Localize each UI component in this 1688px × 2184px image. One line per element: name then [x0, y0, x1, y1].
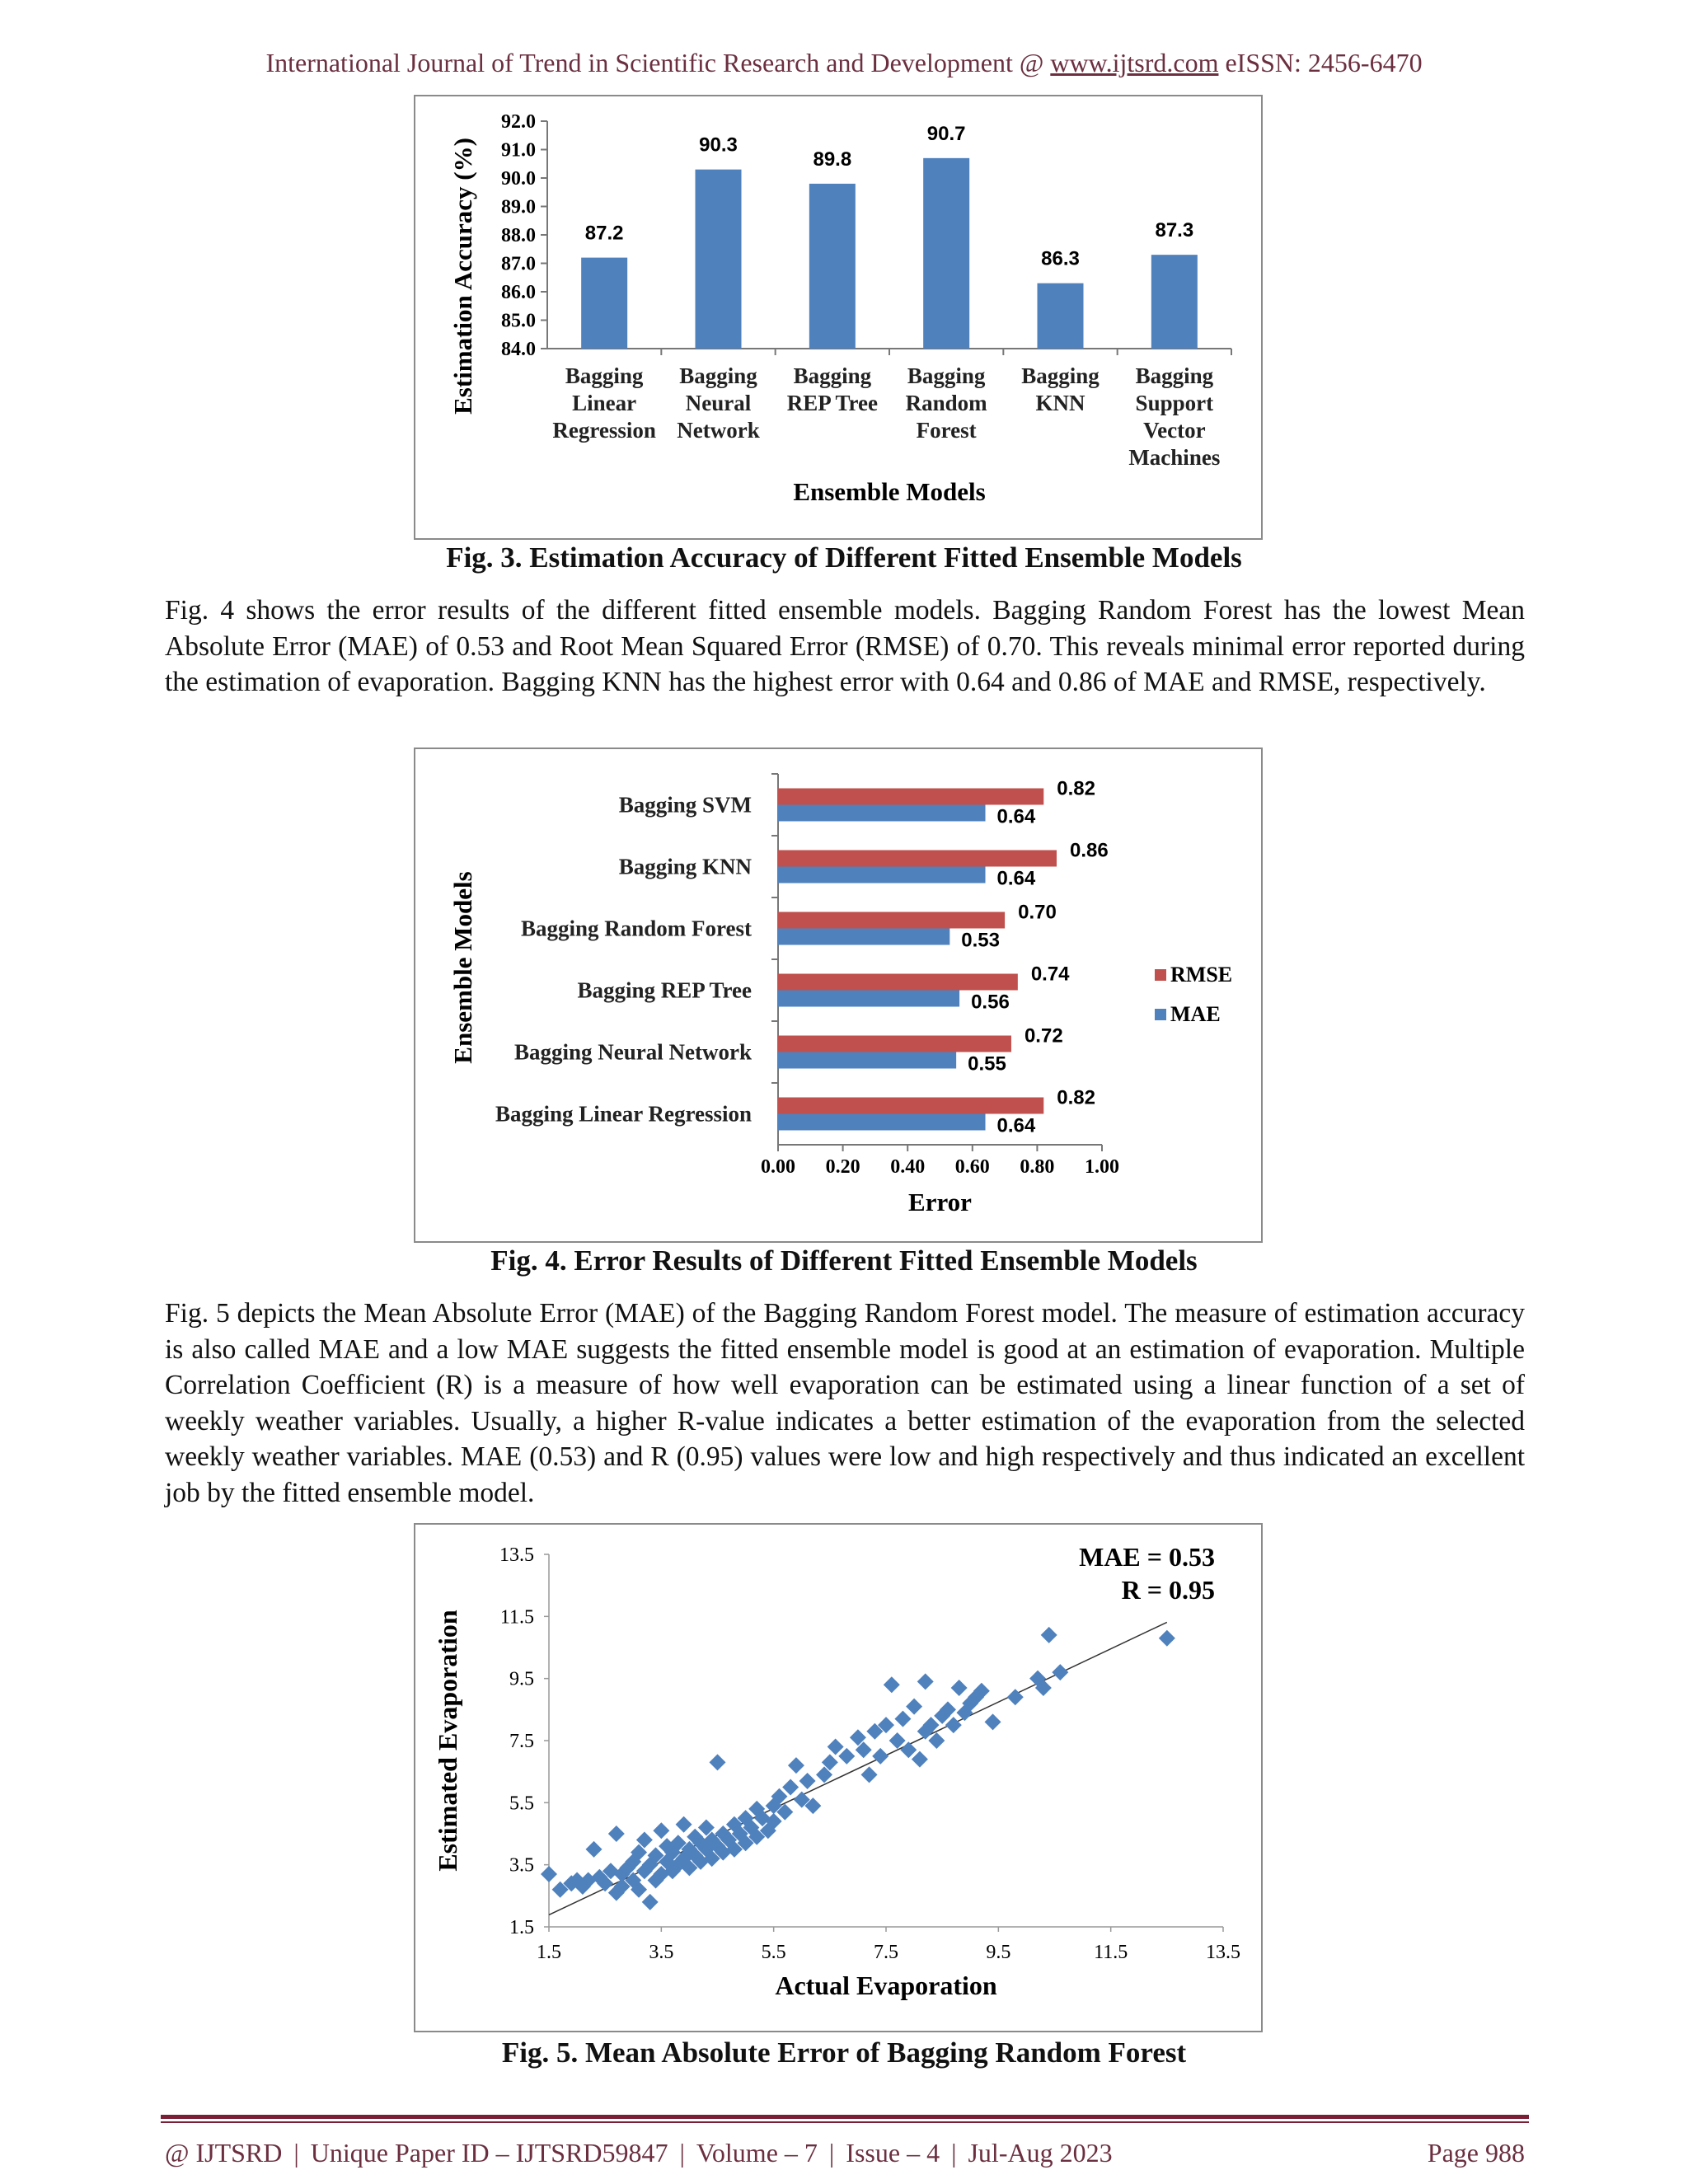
category-label: Bagging — [1135, 363, 1214, 388]
data-point — [586, 1841, 603, 1858]
data-point — [912, 1751, 928, 1768]
category-label: Bagging REP Tree — [577, 977, 752, 1003]
data-point — [788, 1757, 804, 1774]
data-point — [838, 1748, 855, 1765]
rmse-value-label: 0.86 — [1069, 839, 1109, 862]
category-label: Bagging — [1021, 363, 1100, 388]
data-point — [928, 1732, 945, 1749]
footer-left — [165, 2138, 1113, 2168]
rmse-value-label: 0.82 — [1057, 777, 1095, 800]
y-tick-label: 92.0 — [501, 111, 536, 133]
figure-4-frame — [414, 748, 1263, 1243]
mae-value-label: 0.56 — [971, 991, 1010, 1014]
y-tick-label: 3.5 — [509, 1854, 534, 1877]
paragraph-1: Fig. 4 shows the error results of the different fitted ensemble models. Bagging Random Forest has the lowest Mean Absolute Error (MAE) of 0.53 and Root Mean Squared Error (RMSE) of 0.70. This reveals minimal error reported during the estimation of evaporation. Bagging KNN has the highest error with 0.64 and 0.86 of MAE and RMSE, respectively. — [165, 595, 1525, 697]
footer-issue: Issue – 4 — [846, 2138, 940, 2168]
y-tick-label: 1.5 — [509, 1917, 534, 1938]
bar-mae — [778, 991, 959, 1007]
bar-value-label: 87.2 — [584, 222, 624, 245]
y-tick-label: 88.0 — [501, 225, 536, 246]
y-axis-title: Ensemble Models — [448, 871, 477, 1064]
category-label: Bagging Neural Network — [514, 1039, 752, 1065]
footer-date: Jul-Aug 2023 — [968, 2138, 1113, 2168]
data-point — [541, 1866, 557, 1882]
journal-header — [0, 48, 1688, 78]
bar-value-label: 89.8 — [813, 148, 852, 171]
footer-separator: | — [951, 2138, 957, 2168]
bar-value-label: 87.3 — [1155, 219, 1194, 242]
y-tick-label: 86.0 — [501, 282, 536, 303]
data-point — [1052, 1664, 1068, 1680]
category-label: Regression — [552, 418, 656, 443]
bar-mae — [778, 1052, 956, 1069]
x-axis-title: Actual Evaporation — [775, 1971, 997, 2000]
bar-mae — [778, 1114, 986, 1131]
bar-mae — [778, 805, 986, 822]
y-tick-label: 87.0 — [501, 253, 536, 275]
legend-mae-label: MAE — [1170, 1002, 1221, 1026]
bar-value-label: 90.3 — [699, 134, 738, 157]
bar — [1151, 255, 1198, 349]
bar — [1038, 284, 1084, 349]
r-annotation: R = 0.95 — [1121, 1575, 1215, 1605]
data-point — [782, 1779, 799, 1796]
legend-rmse-swatch — [1155, 969, 1166, 981]
footer-volume: Volume – 7 — [696, 2138, 818, 2168]
bar — [809, 184, 856, 349]
bar — [923, 158, 969, 349]
category-label: Bagging Linear Regression — [495, 1101, 752, 1127]
mae-value-label: 0.64 — [996, 867, 1036, 890]
page-footer — [165, 2138, 1525, 2168]
category-label: Bagging Random Forest — [520, 916, 752, 941]
y-tick-label: 84.0 — [501, 339, 536, 360]
figure-5-frame — [414, 1523, 1263, 2032]
mae-value-label: 0.64 — [996, 805, 1036, 828]
mae-value-label: 0.55 — [968, 1052, 1006, 1076]
x-tick-label: 7.5 — [874, 1942, 898, 1963]
x-tick-label: 5.5 — [761, 1942, 786, 1963]
rmse-value-label: 0.82 — [1057, 1086, 1095, 1109]
y-tick-label: 85.0 — [501, 310, 536, 332]
y-tick-label: 13.5 — [499, 1544, 534, 1566]
data-point — [828, 1739, 844, 1755]
y-tick-label: 89.0 — [501, 196, 536, 218]
data-point — [945, 1717, 962, 1733]
x-tick-label: 0.00 — [761, 1156, 795, 1178]
footer-rule-thick — [161, 2115, 1529, 2119]
bar-rmse — [778, 1098, 1043, 1114]
bar-mae — [778, 867, 986, 883]
category-label: Machines — [1128, 445, 1221, 470]
category-label: Support — [1135, 391, 1214, 415]
error-bar-chart — [415, 749, 1261, 1241]
data-point — [884, 1676, 900, 1693]
bar-value-label: 90.7 — [926, 122, 966, 145]
x-tick-label: 3.5 — [649, 1942, 674, 1963]
category-label: Bagging — [565, 363, 644, 388]
data-point — [985, 1713, 1001, 1730]
bar-rmse — [778, 789, 1043, 805]
category-label: Forest — [916, 418, 977, 443]
data-point — [1041, 1627, 1057, 1643]
y-axis-title: Estimated Evaporation — [433, 1610, 462, 1872]
x-axis-title: Error — [908, 1188, 972, 1216]
bar — [696, 170, 742, 349]
y-tick-label: 91.0 — [501, 139, 536, 162]
footer-paper-id: Unique Paper ID – IJTSRD59847 — [310, 2138, 668, 2168]
data-point — [799, 1773, 816, 1789]
category-label: Random — [905, 391, 987, 415]
data-point — [906, 1699, 922, 1715]
data-point — [900, 1741, 917, 1758]
data-point — [676, 1816, 692, 1833]
rmse-value-label: 0.74 — [1030, 963, 1070, 986]
legend-rmse-label: RMSE — [1170, 963, 1233, 987]
rmse-value-label: 0.72 — [1024, 1024, 1063, 1047]
bar-mae — [778, 929, 950, 945]
data-point — [917, 1673, 934, 1690]
footer-separator: | — [828, 2138, 835, 2168]
category-label: Bagging SVM — [618, 792, 752, 818]
mae-annotation: MAE = 0.53 — [1079, 1542, 1215, 1572]
x-tick-label: 1.00 — [1085, 1156, 1119, 1178]
footer-page-number: Page 988 — [1427, 2138, 1525, 2168]
category-label: Bagging KNN — [618, 854, 752, 879]
rmse-value-label: 0.70 — [1018, 901, 1057, 924]
y-tick-label: 9.5 — [509, 1668, 534, 1690]
category-label: Bagging — [679, 363, 757, 388]
x-tick-label: 9.5 — [986, 1942, 1011, 1963]
data-point — [889, 1732, 906, 1749]
evaporation-scatter-chart — [415, 1525, 1261, 2031]
figure-4-caption: Fig. 4. Error Results of Different Fitted Ensemble Models — [490, 1244, 1198, 1277]
category-label: Bagging — [907, 363, 986, 388]
data-point — [642, 1894, 659, 1910]
x-axis-title: Ensemble Models — [793, 477, 986, 506]
data-point — [710, 1754, 726, 1770]
x-tick-label: 13.5 — [1206, 1942, 1240, 1963]
y-tick-label: 5.5 — [509, 1793, 534, 1815]
data-point — [608, 1825, 625, 1842]
bar — [581, 258, 627, 349]
y-axis-title: Estimation Accuracy (%) — [448, 138, 477, 415]
y-tick-label: 7.5 — [509, 1731, 534, 1752]
figure-3-caption: Fig. 3. Estimation Accuracy of Different Fitted Ensemble Models — [446, 541, 1242, 574]
accuracy-bar-chart — [415, 96, 1261, 538]
category-label: REP Tree — [786, 391, 878, 415]
mae-value-label: 0.64 — [996, 1114, 1036, 1137]
data-point — [653, 1822, 669, 1839]
data-point — [861, 1766, 878, 1783]
journal-link[interactable]: www.ijtsrd.com — [1050, 48, 1219, 77]
data-point — [894, 1711, 911, 1727]
category-label: Network — [677, 418, 760, 443]
category-label: Bagging — [793, 363, 872, 388]
bar-rmse — [778, 974, 1018, 991]
bar-rmse — [778, 912, 1005, 929]
x-tick-label: 0.80 — [1020, 1156, 1055, 1178]
legend-mae-swatch — [1155, 1009, 1166, 1020]
x-tick-label: 11.5 — [1094, 1942, 1128, 1963]
x-tick-label: 0.60 — [954, 1156, 990, 1178]
x-tick-label: 1.5 — [537, 1942, 561, 1963]
bar-rmse — [778, 1036, 1011, 1052]
bar-rmse — [778, 851, 1057, 867]
category-label: KNN — [1035, 391, 1085, 415]
header-prefix: International Journal of Trend in Scientific Research and Development @ — [265, 48, 1051, 77]
footer-separator: | — [293, 2138, 299, 2168]
mae-value-label: 0.53 — [961, 929, 1001, 952]
paragraph-2: Fig. 5 depicts the Mean Absolute Error (MAE) of the Bagging Random Forest model. The measure of estimation accuracy is also called MAE and a low MAE suggests the fitted ensemble model is good at an estimation of evaporation. Multiple Correlation Coefficient (R) is a measure of how well evaporation can be estimated using a linear function of a set of weekly weather variables. Usually, a higher R-value indicates a better estimation of the evaporation from the selected weekly weather variables. MAE (0.53) and R (0.95) values were low and high respectively and thus indicated an excellent job by the fitted ensemble model. — [165, 1298, 1525, 1508]
data-point — [1159, 1630, 1175, 1647]
figure-5-caption: Fig. 5. Mean Absolute Error of Bagging Random Forest — [501, 2036, 1187, 2069]
figure-3-frame — [414, 95, 1263, 540]
y-tick-label: 11.5 — [499, 1606, 534, 1629]
category-label: Neural — [685, 391, 752, 415]
footer-site: @ IJTSRD — [165, 2138, 283, 2168]
y-tick-label: 90.0 — [501, 168, 536, 190]
data-point — [951, 1680, 968, 1696]
footer-rule-thin — [161, 2121, 1529, 2123]
category-label: Vector — [1143, 418, 1206, 443]
data-point — [872, 1748, 889, 1765]
header-suffix: eISSN: 2456-6470 — [1218, 48, 1423, 77]
x-tick-label: 0.20 — [825, 1156, 860, 1178]
footer-separator: | — [679, 2138, 685, 2168]
bar-value-label: 86.3 — [1041, 247, 1080, 270]
x-tick-label: 0.40 — [890, 1156, 926, 1178]
category-label: Linear — [572, 391, 637, 415]
